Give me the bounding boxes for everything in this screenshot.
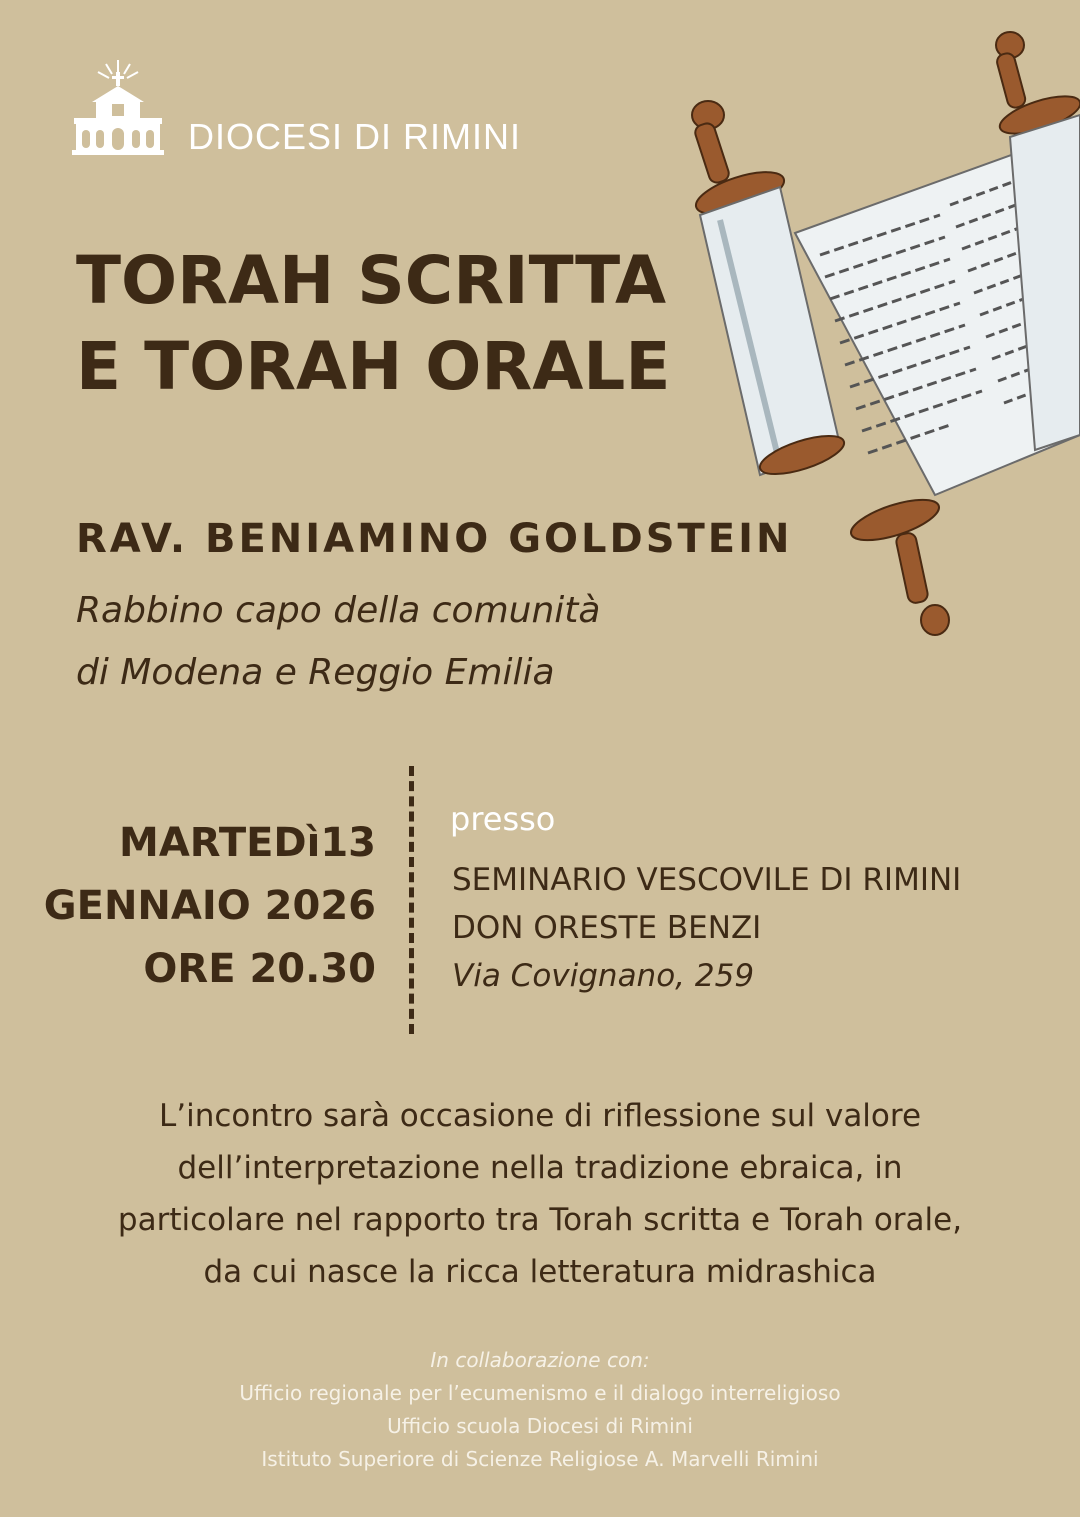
speaker-role-line-2: di Modena e Reggio Emilia bbox=[76, 652, 555, 693]
event-title bbox=[76, 238, 670, 410]
partner-item: Ufficio scuola Diocesi di Rimini bbox=[387, 1414, 693, 1438]
description-line-4: da cui nasce la ricca letteratura midrashica bbox=[203, 1254, 877, 1290]
venue-line-1: SEMINARIO VESCOVILE DI RIMINI bbox=[452, 862, 962, 898]
description-line-3: particolare nel rapporto tra Torah scritta e Torah orale, bbox=[117, 1202, 963, 1238]
dashed-divider bbox=[409, 766, 414, 1034]
event-day: MARTEDì13 bbox=[119, 820, 376, 866]
venue-address: Via Covignano, 259 bbox=[452, 958, 755, 994]
partner-item: Ufficio regionale per l’ecumenismo e il dialogo interreligioso bbox=[239, 1381, 841, 1405]
description-line-2: dell’interpretazione nella tradizione ebraica, in bbox=[177, 1150, 903, 1186]
collaboration-intro: In collaborazione con: bbox=[430, 1348, 650, 1372]
event-venue bbox=[452, 856, 961, 1000]
presso-label: presso bbox=[450, 800, 556, 838]
collaboration-section bbox=[40, 1344, 1040, 1476]
event-description bbox=[40, 1090, 1040, 1298]
diocese-logo bbox=[72, 58, 164, 160]
church-icon bbox=[72, 58, 164, 156]
speaker-role bbox=[76, 580, 600, 704]
venue-line-2: DON ORESTE BENZI bbox=[452, 910, 762, 946]
speaker-role-line-1: Rabbino capo della comunità bbox=[76, 590, 601, 631]
event-time: ORE 20.30 bbox=[143, 946, 376, 992]
partner-item: Istituto Superiore di Scienze Religiose A. Marvelli Rimini bbox=[261, 1447, 819, 1471]
event-month-year: GENNAIO 2026 bbox=[43, 883, 376, 929]
diocese-name: DIOCESI DI RIMINI bbox=[188, 116, 522, 157]
title-line-1: TORAH SCRITTA bbox=[76, 242, 667, 319]
description-line-1: L’incontro sarà occasione di riflessione sul valore bbox=[158, 1098, 922, 1134]
speaker-name: RAV. BENIAMINO GOLDSTEIN bbox=[76, 516, 793, 562]
title-line-2: E TORAH ORALE bbox=[76, 328, 671, 405]
event-date-time bbox=[44, 812, 376, 1001]
